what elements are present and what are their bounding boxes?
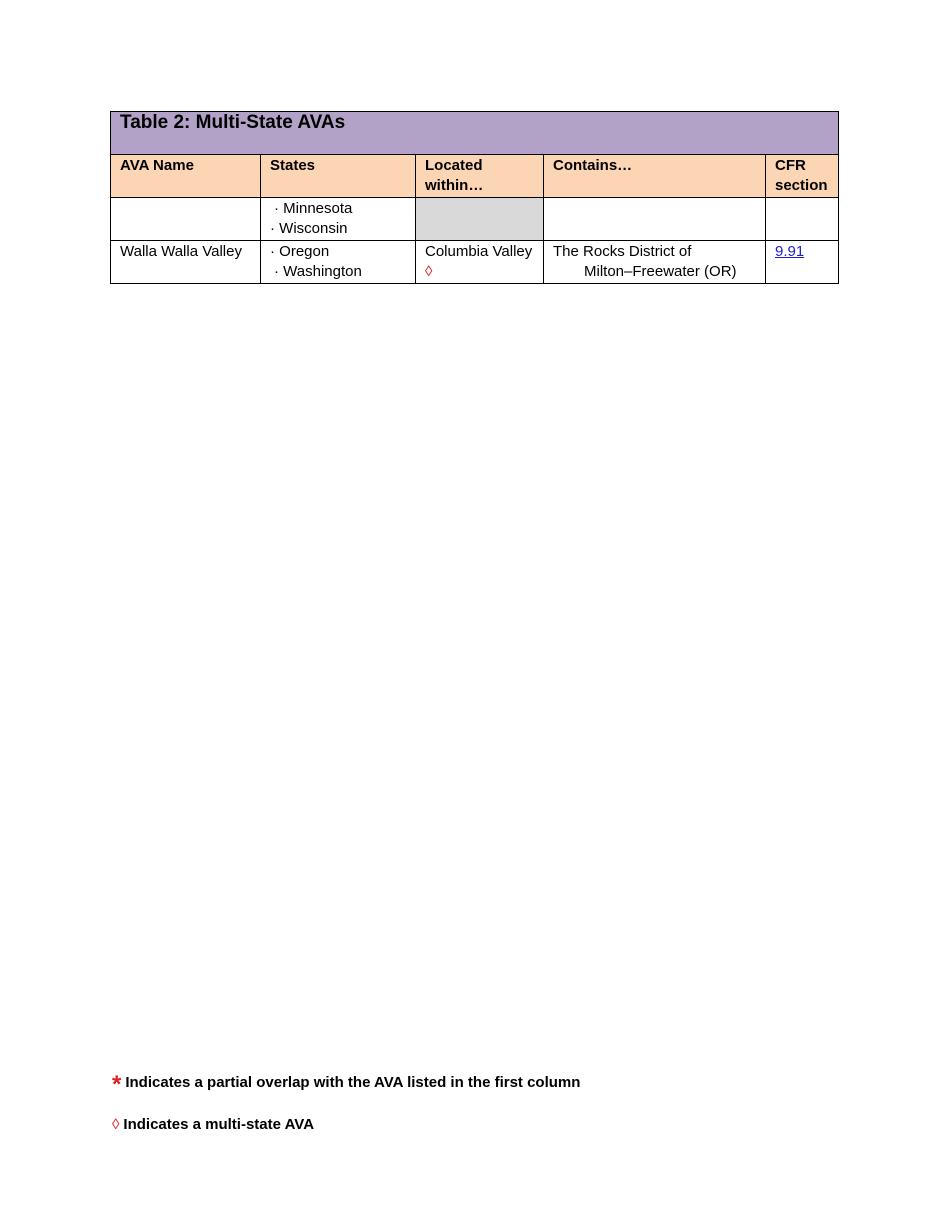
- state-item: · Minnesota: [274, 200, 353, 217]
- asterisk-icon: *: [112, 1071, 122, 1098]
- multistate-marker: ◊: [425, 263, 433, 280]
- state-item: · Washington: [274, 263, 362, 280]
- header-states: States: [261, 155, 416, 198]
- state-item: · Oregon: [270, 243, 330, 260]
- cell-ava-name: Walla Walla Valley: [111, 241, 261, 284]
- footnote-text: Indicates a multi-state AVA: [123, 1116, 315, 1133]
- table-title: Table 2: Multi-State AVAs: [111, 112, 839, 155]
- located-within-text: Columbia Valley: [425, 243, 533, 260]
- header-ava-name: AVA Name: [111, 155, 261, 198]
- table-title-row: [111, 112, 839, 155]
- table-header-row: [111, 155, 839, 198]
- cell-cfr-section: [766, 241, 839, 284]
- cell-contains: [544, 241, 766, 284]
- cell-states: [261, 241, 416, 284]
- cfr-section-link[interactable]: 9.91: [775, 243, 805, 260]
- cell-contains: [544, 198, 766, 241]
- footnote-text: Indicates a partial overlap with the AVA listed in the first column: [125, 1074, 581, 1091]
- cell-located-within: [416, 241, 544, 284]
- contains-line-1: The Rocks District of: [553, 243, 692, 260]
- footnote-multistate: [112, 1116, 314, 1133]
- diamond-icon: ◊: [112, 1116, 120, 1133]
- table-row: [111, 241, 839, 284]
- table-row: [111, 198, 839, 241]
- cell-ava-name: [111, 198, 261, 241]
- cell-states: [261, 198, 416, 241]
- footnote-partial-overlap: [112, 1071, 580, 1099]
- header-located-within: Located within…: [416, 155, 544, 198]
- cell-cfr-section: [766, 198, 839, 241]
- cell-located-within: [416, 198, 544, 241]
- contains-line-2: Milton–Freewater (OR): [584, 263, 737, 280]
- header-cfr-section: CFR section: [766, 155, 839, 198]
- multi-state-ava-table: [110, 111, 839, 284]
- header-contains: Contains…: [544, 155, 766, 198]
- state-item: · Wisconsin: [270, 220, 348, 237]
